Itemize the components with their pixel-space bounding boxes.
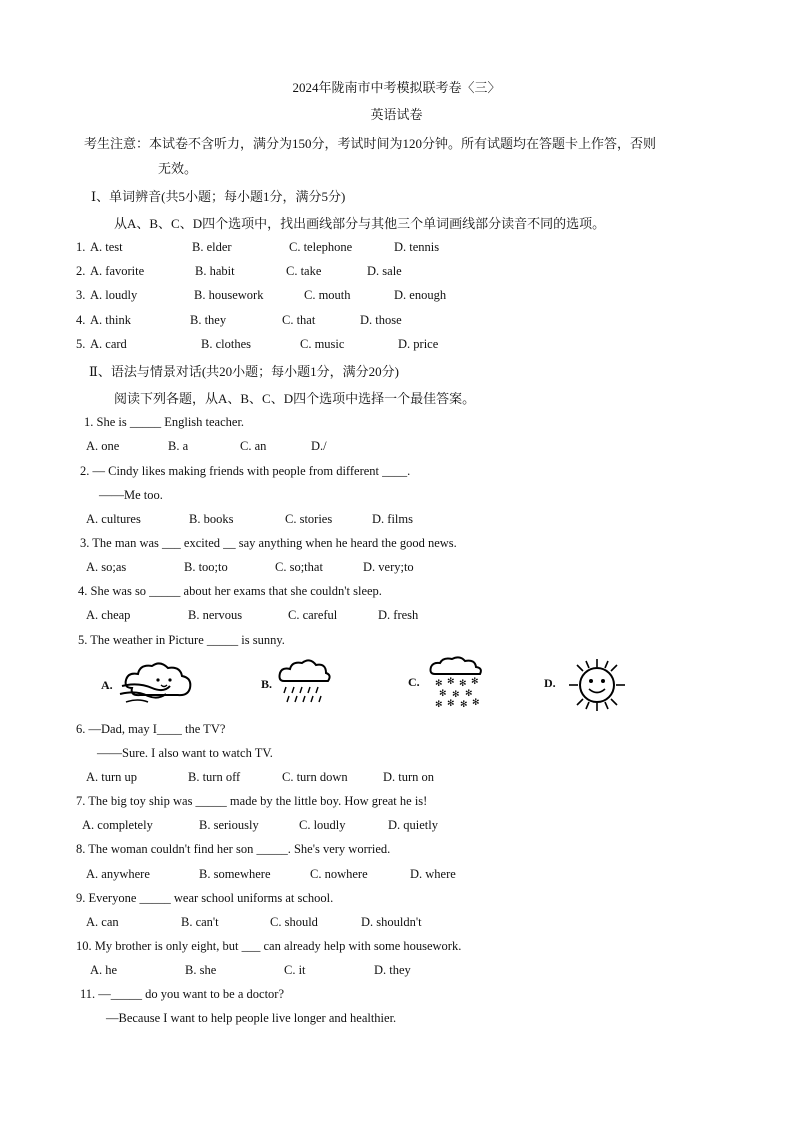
q4-option-d[interactable]: D. fresh: [378, 608, 419, 622]
question-10-stem: 10. My brother is only eight, but ___ can already help with some housework.: [76, 939, 462, 953]
q3-option-d[interactable]: D. very;to: [363, 560, 414, 574]
question-8-stem: 8. The woman couldn't find her son _____. She's very worried.: [76, 842, 391, 856]
q9-option-c[interactable]: C. should: [270, 915, 318, 929]
question-11-stem: 11. —_____ do you want to be a doctor?: [80, 987, 285, 1001]
q8-option-a[interactable]: A. anywhere: [86, 867, 150, 881]
question-7-stem: 7. The big toy ship was _____ made by the little boy. How great he is!: [76, 794, 428, 808]
svg-text:✻: ✻: [471, 677, 479, 687]
option-c[interactable]: C. take: [286, 264, 322, 278]
q7-option-c[interactable]: C. loudly: [299, 818, 346, 832]
rain-cloud-icon[interactable]: [276, 657, 332, 707]
svg-text:✻: ✻: [435, 679, 443, 689]
section2-instruction: 阅读下列各题，从A、B、C、D四个选项中选择一个最佳答案。: [114, 391, 476, 406]
option-b[interactable]: B. housework: [194, 288, 264, 302]
option-d[interactable]: D. sale: [367, 264, 402, 278]
question-4-stem: 4. She was so _____ about her exams that she couldn't sleep.: [78, 584, 382, 598]
snow-cloud-icon[interactable]: [427, 656, 487, 710]
notice-line-1: 考生注意：本试卷不含听力，满分为150分，考试时间为120分钟。所有试题均在答题卡上作答，否则: [84, 136, 657, 151]
section1-instruction: 从A、B、C、D四个选项中，找出画线部分与其他三个单词画线部分读音不同的选项。: [114, 216, 606, 231]
option-d[interactable]: D. tennis: [394, 240, 440, 254]
q8-option-c[interactable]: C. nowhere: [310, 867, 368, 881]
q5-label-a[interactable]: A.: [101, 678, 113, 692]
q2-option-b[interactable]: B. books: [189, 512, 234, 526]
svg-text:✻: ✻: [435, 700, 443, 710]
section1-heading: Ⅰ、单词辨音(共5小题；每小题1分，满分5分): [91, 189, 346, 204]
question-6-stem: 6. —Dad, may I____ the TV?: [76, 722, 226, 736]
option-a[interactable]: A. favorite: [90, 264, 145, 278]
exam-notice: [84, 131, 734, 181]
option-b[interactable]: B. elder: [192, 240, 232, 254]
q8-option-b[interactable]: B. somewhere: [199, 867, 271, 881]
q10-option-b[interactable]: B. she: [185, 963, 217, 977]
exam-subtitle: 英语试卷: [370, 107, 423, 122]
q1-option-c[interactable]: C. an: [240, 439, 267, 453]
option-c[interactable]: C. music: [300, 337, 345, 351]
q6-option-d[interactable]: D. turn on: [383, 770, 435, 784]
q8-option-d[interactable]: D. where: [410, 867, 456, 881]
q1-option-d[interactable]: D./: [311, 439, 327, 453]
q2-option-d[interactable]: D. films: [372, 512, 413, 526]
q7-option-b[interactable]: B. seriously: [199, 818, 259, 832]
question-6-reply: ——Sure. I also want to watch TV.: [97, 746, 273, 760]
question-2-stem: 2. — Cindy likes making friends with people from different ____.: [80, 464, 411, 478]
q9-option-a[interactable]: A. can: [86, 915, 119, 929]
option-d[interactable]: D. those: [360, 313, 402, 327]
option-b[interactable]: B. clothes: [201, 337, 251, 351]
q9-option-b[interactable]: B. can't: [181, 915, 219, 929]
q4-option-a[interactable]: A. cheap: [86, 608, 131, 622]
windy-cloud-icon[interactable]: [118, 658, 198, 708]
option-d[interactable]: D. price: [398, 337, 439, 351]
item-number: 5.: [76, 337, 86, 351]
question-9-stem: 9. Everyone _____ wear school uniforms at school.: [76, 891, 334, 905]
q7-option-a[interactable]: A. completely: [82, 818, 153, 832]
q3-option-a[interactable]: A. so;as: [86, 560, 127, 574]
q5-label-d[interactable]: D.: [544, 676, 556, 690]
option-b[interactable]: B. they: [190, 313, 227, 327]
q2-option-a[interactable]: A. cultures: [86, 512, 141, 526]
svg-text:✻: ✻: [465, 689, 473, 699]
question-2-reply: ——Me too.: [99, 488, 163, 502]
q1-option-a[interactable]: A. one: [86, 439, 120, 453]
option-b[interactable]: B. habit: [195, 264, 235, 278]
q6-option-b[interactable]: B. turn off: [188, 770, 241, 784]
svg-text:✻: ✻: [459, 679, 467, 689]
option-a[interactable]: A. think: [90, 313, 131, 327]
q10-option-d[interactable]: D. they: [374, 963, 411, 977]
question-5-stem: 5. The weather in Picture _____ is sunny.: [78, 633, 285, 647]
svg-text:✻: ✻: [460, 700, 468, 710]
question-1-stem: 1. She is _____ English teacher.: [84, 415, 245, 429]
item-number: 1.: [76, 240, 86, 254]
q1-option-b[interactable]: B. a: [168, 439, 189, 453]
q3-option-c[interactable]: C. so;that: [275, 560, 323, 574]
option-a[interactable]: A. loudly: [90, 288, 138, 302]
item-number: 3.: [76, 288, 86, 302]
question-3-stem: 3. The man was ___ excited __ say anything when he heard the good news.: [80, 536, 457, 550]
svg-text:✻: ✻: [447, 699, 455, 709]
svg-text:✻: ✻: [439, 689, 447, 699]
option-c[interactable]: C. that: [282, 313, 316, 327]
item-number: 4.: [76, 313, 86, 327]
q5-label-b[interactable]: B.: [261, 677, 273, 691]
q2-option-c[interactable]: C. stories: [285, 512, 333, 526]
q6-option-c[interactable]: C. turn down: [282, 770, 348, 784]
q7-option-d[interactable]: D. quietly: [388, 818, 438, 832]
q4-option-b[interactable]: B. nervous: [188, 608, 243, 622]
q3-option-b[interactable]: B. too;to: [184, 560, 228, 574]
question-11-reply: —Because I want to help people live longer and healthier.: [106, 1011, 397, 1025]
notice-line-2: 无效。: [158, 161, 198, 176]
item-number: 2.: [76, 264, 86, 278]
q4-option-c[interactable]: C. careful: [288, 608, 338, 622]
svg-text:✻: ✻: [472, 698, 480, 708]
option-a[interactable]: A. test: [90, 240, 123, 254]
q10-option-c[interactable]: C. it: [284, 963, 306, 977]
option-c[interactable]: C. telephone: [289, 240, 353, 254]
section2-heading: Ⅱ、语法与情景对话(共20小题；每小题1分，满分20分): [89, 364, 399, 379]
option-c[interactable]: C. mouth: [304, 288, 351, 302]
q6-option-a[interactable]: A. turn up: [86, 770, 138, 784]
svg-text:✻: ✻: [452, 690, 460, 700]
q9-option-d[interactable]: D. shouldn't: [361, 915, 422, 929]
q10-option-a[interactable]: A. he: [90, 963, 118, 977]
q5-label-c[interactable]: C.: [408, 675, 420, 689]
option-d[interactable]: D. enough: [394, 288, 447, 302]
option-a[interactable]: A. card: [90, 337, 127, 351]
exam-title: 2024年陇南市中考模拟联考卷〈三〉: [292, 80, 501, 95]
svg-text:✻: ✻: [447, 677, 455, 687]
sun-icon[interactable]: [565, 657, 629, 713]
